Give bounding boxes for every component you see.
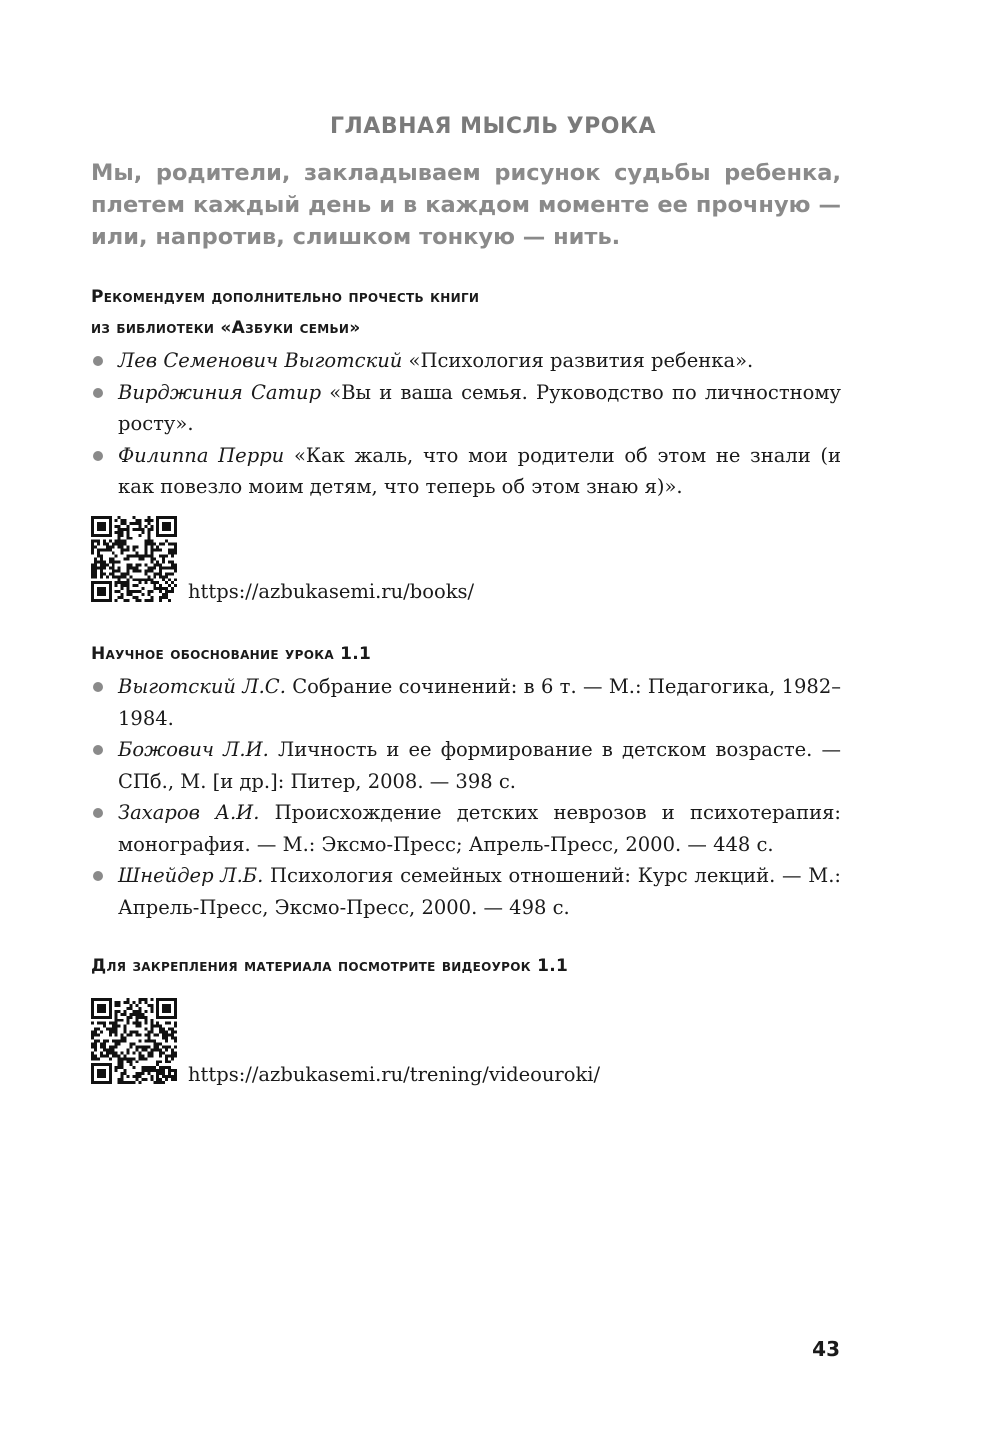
bullet-icon (93, 682, 103, 692)
videos-url-link[interactable]: https://azbukasemi.ru/trening/videouroki/ (188, 1063, 601, 1086)
book-author: Филиппа Перри (118, 443, 285, 467)
bullet-icon (93, 356, 103, 366)
recommended-heading-line-2: из библиотеки «Азбуки семьи» (91, 318, 361, 338)
bullet-icon (93, 745, 103, 755)
qr-code-books-icon[interactable] (91, 516, 177, 602)
book-author: Лев Семенович Выготский (118, 349, 403, 372)
list-item (91, 797, 841, 860)
bullet-icon (93, 388, 103, 398)
bullet-icon (93, 808, 103, 818)
reference-author: Божович Л.И. (118, 738, 269, 761)
book-title: «Как жаль, что мои родители об этом не знали (и как повезло моим детям, что теперь об этом знаю я)». (118, 443, 842, 498)
book-title: «Вы и ваша семья. Руководство по личностному росту». (118, 380, 842, 435)
books-url-link[interactable]: https://azbukasemi.ru/books/ (188, 580, 475, 603)
book-title: «Психология развития ребенка». (402, 349, 754, 372)
main-thought-text: Мы, родители, закладываем рисунок судьбы ребенка, плетем каждый день и в каждом моменте ее прочную — или, напротив, слишком тонкую — нить. (91, 160, 841, 250)
list-item (91, 377, 841, 440)
list-item (91, 671, 841, 734)
qr-code-videos-icon[interactable] (91, 998, 177, 1084)
video-heading: Для закрепления материала посмотрите видеоурок 1.1 (91, 956, 569, 976)
recommended-heading-line-1: Рекомендуем дополнительно прочесть книги (91, 287, 480, 307)
reference-author: Шнейдер Л.Б. (118, 864, 264, 887)
scientific-heading: Научное обоснование урока 1.1 (91, 644, 372, 664)
list-item (91, 440, 841, 503)
main-thought-title: ГЛАВНАЯ МЫСЛЬ УРОКА (330, 114, 656, 139)
reference-author: Захаров А.И. (118, 801, 260, 824)
recommended-heading (91, 282, 851, 344)
reference-title: Собрание сочинений: в 6 т. — М.: Педагогика, 1982–1984. (118, 675, 841, 730)
list-item (91, 860, 841, 923)
scientific-references-list (91, 671, 841, 923)
list-item (91, 345, 841, 377)
reference-title: Психология семейных отношений: Курс лекций. — М.: Апрель-Пресс, Эксмо-Пресс, 2000. — 498 с. (118, 864, 841, 919)
list-item (91, 734, 841, 797)
book-author: Вирджиния Сатир (118, 380, 322, 404)
bullet-icon (93, 871, 103, 881)
reference-title: Происхождение детских неврозов и психотерапия: монография. — М.: Эксмо-Пресс; Апрель-Пресс, 2000. — 448 с. (118, 801, 841, 856)
page-number: 43 (812, 1337, 840, 1361)
bullet-icon (93, 451, 103, 461)
reference-title: Личность и ее формирование в детском возрасте. — СПб., М. [и др.]: Питер, 2008. — 398 с. (118, 738, 842, 793)
reference-author: Выготский Л.С. (118, 675, 286, 698)
recommended-books-list (91, 345, 841, 503)
